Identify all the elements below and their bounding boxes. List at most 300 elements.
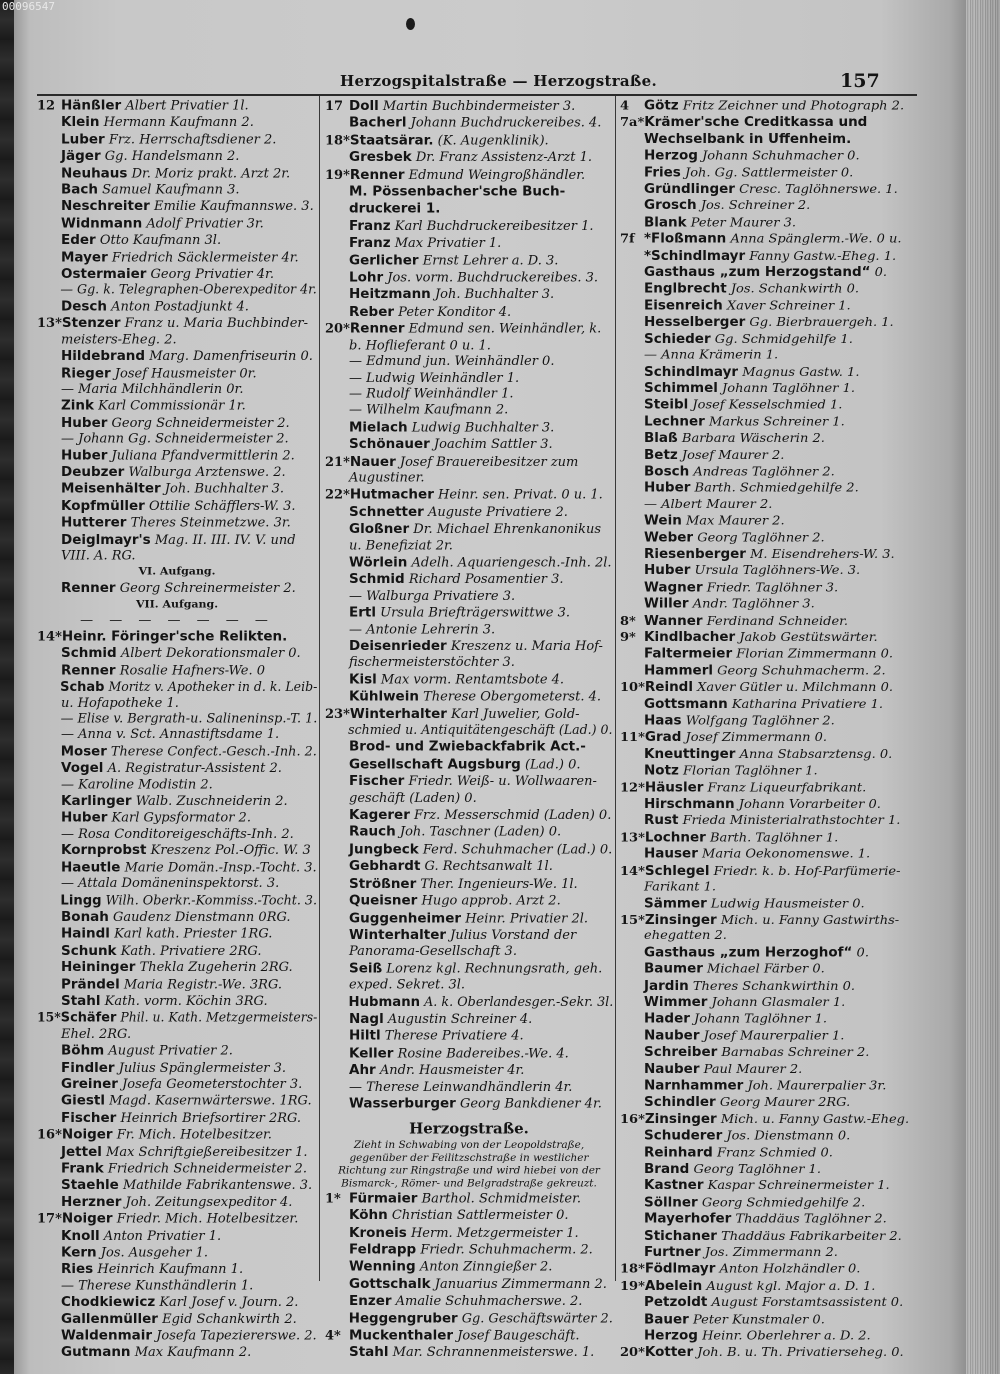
directory-entry <box>37 1161 317 1178</box>
directory-entry <box>620 1128 920 1145</box>
resident-name: Huber <box>61 447 108 464</box>
resident-details: Barth. Schmiedgehilfe 2. <box>694 481 859 496</box>
resident-details: Adolf Privatier 3r. <box>146 216 264 232</box>
directory-entry <box>325 910 613 927</box>
directory-entry <box>37 382 317 398</box>
resident-details: Jakob Gestütswärter. <box>739 630 878 646</box>
directory-entry <box>37 892 318 909</box>
directory-entry <box>325 287 613 304</box>
directory-entry <box>37 448 317 465</box>
resident-details: Peter Konditor 4. <box>398 304 512 320</box>
resident-details: Jos. Ausgeher 1. <box>100 1245 209 1261</box>
directory-entry <box>37 1211 317 1228</box>
resident-details: (K. Augenklinik). <box>437 133 549 149</box>
resident-details: u. Benefiziat 2r. <box>349 538 453 554</box>
resident-details: Otto Kaufmann 3l. <box>99 233 222 249</box>
resident-name: Wasserburger <box>349 1095 456 1112</box>
resident-details: Kaspar Schreinermeister 1. <box>707 1179 890 1194</box>
resident-name: Wenning <box>349 1258 416 1275</box>
resident-details: Phil. u. Kath. Metzgermeisters- <box>120 1011 318 1026</box>
resident-details: — Anna v. Sct. Annastiftsdame 1. <box>61 727 280 743</box>
house-number: 10* <box>620 680 645 696</box>
directory-entry <box>37 1093 317 1110</box>
page-number: 157 <box>840 70 880 92</box>
resident-details: Friedr. Mich. Hotelbesitzer. <box>116 1212 299 1227</box>
directory-entry <box>325 791 613 807</box>
resident-name: Wagner <box>644 579 703 595</box>
directory-entry <box>620 580 920 597</box>
resident-name: Reber <box>349 303 395 320</box>
directory-entry <box>37 663 317 680</box>
directory-entry <box>620 796 920 813</box>
resident-details: Johann Glasmaler 1. <box>711 995 846 1010</box>
directory-entry <box>37 233 317 250</box>
resident-details: Theres Schankwirthin 0. <box>692 978 856 994</box>
resident-name: Baumer <box>644 961 703 977</box>
directory-entry <box>620 763 920 780</box>
resident-name: Weber <box>644 529 694 545</box>
resident-details: Augustin Schreiner 4. <box>387 1011 533 1027</box>
directory-entry <box>37 1027 317 1043</box>
resident-name: Fries <box>644 164 681 181</box>
resident-details: Martin Buchbindermeister 3. <box>382 98 576 114</box>
resident-details: Therese Privatiere 4. <box>384 1029 524 1044</box>
directory-entry <box>37 827 317 843</box>
resident-name: Zinsinger <box>644 912 717 928</box>
house-number: 19* <box>325 167 350 183</box>
directory-entry <box>325 605 613 622</box>
directory-entry <box>37 148 317 165</box>
resident-name: Gottschalk <box>349 1276 431 1292</box>
resident-name: Staatsärar. <box>349 132 434 149</box>
directory-entry <box>620 1345 920 1362</box>
directory-entry <box>37 926 317 943</box>
directory-entry <box>620 1078 920 1095</box>
section-heading: VI. Aufgang. <box>138 565 216 578</box>
resident-details: Anton Postadjunkt 4. <box>111 299 249 315</box>
resident-details: Gg. Handelsmann 2. <box>104 149 240 164</box>
resident-name: Vogel <box>61 760 104 777</box>
directory-entry <box>620 248 920 265</box>
resident-details: — Karoline Modistin 2. <box>61 777 213 792</box>
directory-entry <box>620 896 920 913</box>
resident-details: Adelh. Aquariengesch.-Inh. 2l. <box>411 555 612 571</box>
resident-name: Wanner <box>644 613 703 629</box>
directory-entry <box>620 397 920 414</box>
column-divider <box>319 96 320 1281</box>
directory-entry <box>37 182 317 199</box>
resident-name: Nagl <box>349 1010 384 1027</box>
resident-name: Greiner <box>61 1076 118 1093</box>
resident-name: Bach <box>61 182 99 198</box>
resident-details: Karl kath. Priester 1RG. <box>114 927 273 942</box>
corner-stamp: 00096547 <box>2 0 55 13</box>
resident-name: Heininger <box>61 959 136 976</box>
header-rule <box>37 94 917 96</box>
resident-details: Johann Taglöhner 1. <box>722 381 855 396</box>
resident-name: Abelein <box>644 1278 703 1294</box>
directory-entry <box>37 1194 317 1211</box>
resident-name: Schnetter <box>349 503 424 520</box>
resident-name: Hesselberger <box>644 314 746 331</box>
directory-entry <box>620 1311 920 1328</box>
directory-entry <box>325 538 613 554</box>
directory-entry <box>620 148 920 165</box>
resident-name: Böhm <box>61 1042 105 1059</box>
directory-entry <box>620 315 920 332</box>
resident-name: Chodkiewicz <box>61 1294 156 1310</box>
directory-entry <box>620 780 920 797</box>
resident-name: Gebhardt <box>349 858 421 875</box>
resident-name: Grad <box>644 729 682 746</box>
house-number: 13* <box>37 316 62 332</box>
directory-entry <box>325 927 613 944</box>
directory-entry <box>325 419 613 436</box>
directory-entry <box>620 1295 920 1312</box>
resident-details: Walb. Zuschneiderin 2. <box>135 794 288 809</box>
directory-entry <box>325 622 613 638</box>
resident-name: Födlmayr <box>644 1261 716 1277</box>
directory-entry <box>37 199 317 216</box>
directory-entry <box>325 1045 613 1062</box>
directory-entry <box>325 841 613 858</box>
directory-entry <box>620 1061 920 1078</box>
resident-details: 0. <box>856 945 869 960</box>
resident-name: Krämer'sche Creditkassa und <box>644 114 868 131</box>
directory-entry <box>37 266 317 283</box>
resident-details: Ludwig Hausmeister 0. <box>710 896 865 911</box>
resident-details: Ferdinand Schneider. <box>706 613 849 629</box>
resident-details: Fritz Zeichner und Photograph 2. <box>682 98 905 114</box>
resident-name: Reindl <box>644 679 693 696</box>
directory-entry <box>325 252 613 269</box>
resident-name: Jungbeck <box>349 841 419 858</box>
resident-details: Franz Liqueurfabrikant. <box>707 780 867 796</box>
directory-entry <box>620 630 920 647</box>
resident-details: Ernst Lehrer a. D. 3. <box>422 253 559 269</box>
resident-details: Georg Privatier 4r. <box>150 267 274 282</box>
resident-details: Maria Oekonomenswe. 1. <box>702 847 871 862</box>
resident-details: Marg. Damenfriseurin 0. <box>149 349 313 365</box>
directory-entry <box>325 1011 613 1028</box>
directory-entry <box>325 960 613 977</box>
resident-details: Anna Spänglerm.-We. 0 u. <box>730 232 902 247</box>
resident-name: Nauber <box>644 1027 700 1044</box>
resident-details: Anton Holzhändler 0. <box>719 1262 861 1277</box>
directory-entry <box>620 596 920 613</box>
resident-details: Andreas Taglöhner 2. <box>693 464 835 480</box>
directory-entry <box>37 299 317 316</box>
house-number: 9* <box>620 630 636 646</box>
directory-entry <box>325 774 613 791</box>
resident-name: Reinhard <box>644 1144 713 1161</box>
resident-name: Herzog <box>644 1328 698 1344</box>
directory-entry <box>325 403 613 419</box>
directory-entry <box>325 218 613 235</box>
resident-details: Rosine Badereibes.-We. 4. <box>397 1046 569 1062</box>
column-divider <box>615 96 616 1281</box>
directory-entry <box>620 513 920 530</box>
directory-entry <box>620 131 920 148</box>
resident-name: Schimmel <box>644 380 718 396</box>
directory-entry <box>37 960 317 977</box>
directory-entry <box>620 231 920 248</box>
resident-name: Furtner <box>644 1244 701 1261</box>
house-number: 19* <box>620 1279 645 1294</box>
directory-entry <box>325 638 613 655</box>
resident-details: Mar. Schrannenmeisterswe. 1. <box>392 1345 595 1361</box>
directory-entry <box>620 331 920 348</box>
resident-details: Josef Maurerpalier 1. <box>703 1028 845 1044</box>
directory-entry <box>620 696 920 713</box>
resident-details: Hermann Kaufmann 2. <box>103 115 254 131</box>
resident-name: Klein <box>61 114 100 131</box>
resident-name: Schmid <box>349 571 405 588</box>
resident-name: Kornprobst <box>61 842 147 859</box>
directory-entry <box>620 880 920 896</box>
resident-details: Kath. Privatiere 2RG. <box>120 943 262 959</box>
house-number: 12* <box>620 780 645 796</box>
directory-entry <box>620 1195 920 1212</box>
resident-details: Georg Schuhmacherm. 2. <box>717 663 886 679</box>
directory-entry <box>37 1228 317 1245</box>
resident-name: Hammerl <box>644 663 713 679</box>
resident-name: *Schindlmayr <box>644 248 746 264</box>
directory-entry <box>325 149 613 166</box>
resident-name: Hutterer <box>61 514 127 531</box>
directory-entry <box>37 132 317 149</box>
resident-details: — Maria Milchhändlerin 0r. <box>61 382 244 397</box>
resident-details: M. Eisendrehers-W. 3. <box>750 547 895 562</box>
directory-entry <box>37 549 317 565</box>
resident-name: Deiglmayr's <box>61 531 151 548</box>
resident-name: Lechner <box>644 413 705 430</box>
resident-name: Moser <box>60 743 107 760</box>
resident-name: Widnmann <box>61 215 143 232</box>
directory-entry <box>620 746 920 763</box>
resident-name: Schlegel <box>644 863 710 879</box>
directory-entry <box>325 1345 613 1362</box>
resident-name: Englbrecht <box>644 281 727 297</box>
separator-dashes: — — — — — — — <box>80 613 274 628</box>
resident-name: Kroneis <box>349 1224 407 1241</box>
directory-entry <box>620 447 920 464</box>
directory-entry <box>37 1110 317 1127</box>
section-heading: VII. Aufgang. <box>135 598 219 611</box>
resident-name: Huber <box>644 480 691 496</box>
resident-name: Ahr <box>349 1062 376 1079</box>
directory-entry <box>37 810 317 827</box>
resident-details: Amalie Schuhmacherswe. 2. <box>395 1294 583 1310</box>
resident-name: Findler <box>61 1059 115 1076</box>
resident-details: Friedrich Schneidermeister 2. <box>107 1161 307 1177</box>
directory-entry <box>620 464 920 481</box>
resident-details: Friedr. Weiß- u. Wollwaaren- <box>408 774 597 790</box>
resident-name: Jäger <box>61 148 101 164</box>
resident-name: Deubzer <box>61 464 125 480</box>
resident-name: Bauer <box>644 1311 689 1327</box>
directory-entry <box>325 1028 613 1045</box>
resident-name: Schab <box>60 679 105 695</box>
resident-name: Gesellschaft Augsburg <box>349 756 521 773</box>
directory-entry <box>325 876 613 893</box>
resident-name: Heggengruber <box>348 1310 458 1327</box>
resident-name: Bonah <box>61 909 109 925</box>
house-number: 20* <box>620 1345 645 1361</box>
directory-entry <box>37 679 318 696</box>
resident-name: Wechselbank in Uffenheim. <box>644 131 852 147</box>
resident-details: Walburga Arztenswe. 2. <box>128 465 286 480</box>
house-number: 4 <box>620 98 630 114</box>
resident-details: Barthol. Schmidmeister. <box>421 1191 581 1207</box>
resident-name: Sämmer <box>644 895 707 911</box>
resident-name: Huber <box>644 562 691 579</box>
directory-entry <box>37 1060 317 1077</box>
resident-details: G. Rechtsanwalt 1l. <box>424 859 553 875</box>
resident-details: August kgl. Major a. D. 1. <box>706 1279 876 1294</box>
resident-details: Karl Juwelier, Gold- <box>451 706 580 722</box>
resident-details: Max Privatier 1. <box>394 236 502 252</box>
resident-details: Therese Confect.-Gesch.-Inh. 2. <box>110 744 317 760</box>
directory-entry <box>37 877 317 893</box>
directory-entry <box>325 689 613 706</box>
resident-details: ehegatten 2. <box>644 928 727 944</box>
resident-name: druckerei 1. <box>349 200 441 217</box>
resident-name: Schindlmayr <box>644 363 739 380</box>
directory-entry <box>620 497 920 513</box>
resident-details: Edmund Weingroßhändler. <box>408 167 586 183</box>
resident-details: Gg. Geschäftswärter 2. <box>461 1311 613 1327</box>
resident-details: — Edmund jun. Weinhändler 0. <box>349 354 555 370</box>
resident-name: M. Pössenbacher'sche Buch- <box>349 183 566 200</box>
directory-entry <box>620 830 920 847</box>
resident-details: Xaver Schreiner 1. <box>726 299 851 314</box>
directory-entry <box>620 863 920 880</box>
resident-details: Johann Vorarbeiter 0. <box>738 797 881 812</box>
resident-details: Julius Spänglermeister 3. <box>118 1060 287 1076</box>
resident-name: Willer <box>644 596 689 612</box>
resident-details: Georg Taglöhner 1. <box>693 1162 821 1177</box>
directory-entry <box>37 349 317 366</box>
resident-name: Schieder <box>644 331 711 347</box>
directory-entry <box>325 1276 613 1293</box>
resident-name: Hauser <box>644 846 698 862</box>
resident-name: Mayerhofer <box>644 1211 732 1227</box>
resident-name: Stahl <box>61 993 101 1009</box>
resident-details: Richard Posamentier 3. <box>408 572 564 588</box>
resident-details: Joh. B. u. Th. Privatierseheg. 0. <box>697 1345 904 1361</box>
house-number: 13* <box>620 830 645 846</box>
resident-details: Maria Registr.-We. 3RG. <box>123 977 283 993</box>
directory-entry <box>37 580 317 597</box>
directory-entry <box>37 629 317 646</box>
directory-entry <box>620 364 920 381</box>
directory-entry <box>620 680 920 697</box>
resident-name: Wimmer <box>644 994 708 1010</box>
resident-details: Kreszenz Pol.-Offic. W. 3 <box>150 843 311 859</box>
resident-details: Therese Obergometerst. 4. <box>423 689 601 705</box>
directory-entry <box>325 723 613 739</box>
resident-details: Heinrich Briefsortirer 2RG. <box>120 1111 302 1126</box>
directory-entry <box>37 993 317 1010</box>
resident-name: Renner <box>349 321 405 337</box>
resident-name: Rieger <box>61 365 111 381</box>
house-number: 18* <box>620 1262 645 1277</box>
resident-details: Max vorm. Rentamtsbote 4. <box>380 672 565 688</box>
resident-name: Strößner <box>349 875 417 892</box>
directory-entry <box>325 756 613 773</box>
directory-entry <box>620 431 920 448</box>
resident-details: — Rudolf Weinhändler 1. <box>349 386 514 402</box>
resident-details: Joh. Gg. Sattlermeister 0. <box>684 165 854 181</box>
resident-details: Gg. Bierbrauergeh. 1. <box>749 315 894 331</box>
directory-entry <box>325 1225 613 1242</box>
directory-entry <box>620 215 920 232</box>
resident-details: Georg Maurer 2RG. <box>719 1095 851 1111</box>
resident-name: Schönauer <box>349 436 430 453</box>
resident-details: fischermeisterstöchter 3. <box>349 655 515 671</box>
directory-entry <box>37 777 317 793</box>
resident-name: Franz <box>349 218 391 234</box>
resident-details: Christian Sattlermeister 0. <box>391 1208 569 1224</box>
directory-entry <box>620 1228 920 1245</box>
directory-entry <box>37 761 317 778</box>
resident-name: *Floßmann <box>644 231 727 247</box>
directory-column-2 <box>325 98 613 1362</box>
book-spine <box>0 0 14 1374</box>
directory-entry <box>325 1259 613 1276</box>
resident-name: Notz <box>644 763 679 779</box>
directory-entry <box>325 706 613 723</box>
directory-entry <box>325 1062 613 1079</box>
directory-entry <box>325 184 613 201</box>
directory-entry <box>37 1010 318 1027</box>
resident-details: Ursula Briefträgerswittwe 3. <box>380 605 570 621</box>
resident-name: Kindlbacher <box>644 629 736 646</box>
directory-entry <box>37 909 317 926</box>
resident-details: Joh. Taschner (Laden) 0. <box>399 825 562 840</box>
resident-name: Noiger <box>61 1211 113 1227</box>
resident-name: Kagerer <box>349 806 410 823</box>
directory-entry <box>37 415 317 432</box>
resident-name: Schunk <box>61 942 117 959</box>
directory-entry <box>620 198 920 215</box>
resident-details: b. Hoflieferant 0 u. 1. <box>349 338 491 354</box>
resident-details: Gg. Schmidgehilfe 1. <box>714 332 853 347</box>
resident-details: Heinr. Privatier 2l. <box>465 910 589 926</box>
resident-details: Josefa Tapeziererswe. 2. <box>156 1329 317 1344</box>
resident-details: Dr. Franz Assistenz-Arzt 1. <box>415 150 592 166</box>
resident-details: Josef Brauereibesitzer zum <box>399 454 579 470</box>
resident-details: Theres Steinmetzwe. 3r. <box>130 515 291 531</box>
resident-name: Blank <box>644 214 687 231</box>
resident-name: Eder <box>61 232 96 249</box>
resident-name: Huber <box>61 810 108 826</box>
directory-entry <box>620 1178 920 1195</box>
resident-details: Mag. II. III. IV. V. und <box>154 532 296 548</box>
directory-entry <box>620 1095 920 1112</box>
house-number: 16* <box>620 1112 645 1127</box>
resident-name: Prändel <box>61 976 120 993</box>
directory-entry <box>620 181 920 198</box>
resident-name: Hubmann <box>348 993 421 1010</box>
house-number: 1* <box>325 1191 341 1207</box>
directory-entry <box>37 943 317 960</box>
directory-entry <box>325 1190 613 1207</box>
resident-details: — Rosa Conditoreigeschäfts-Inh. 2. <box>61 826 294 842</box>
resident-name: Söllner <box>644 1194 698 1211</box>
directory-entry <box>620 115 920 132</box>
